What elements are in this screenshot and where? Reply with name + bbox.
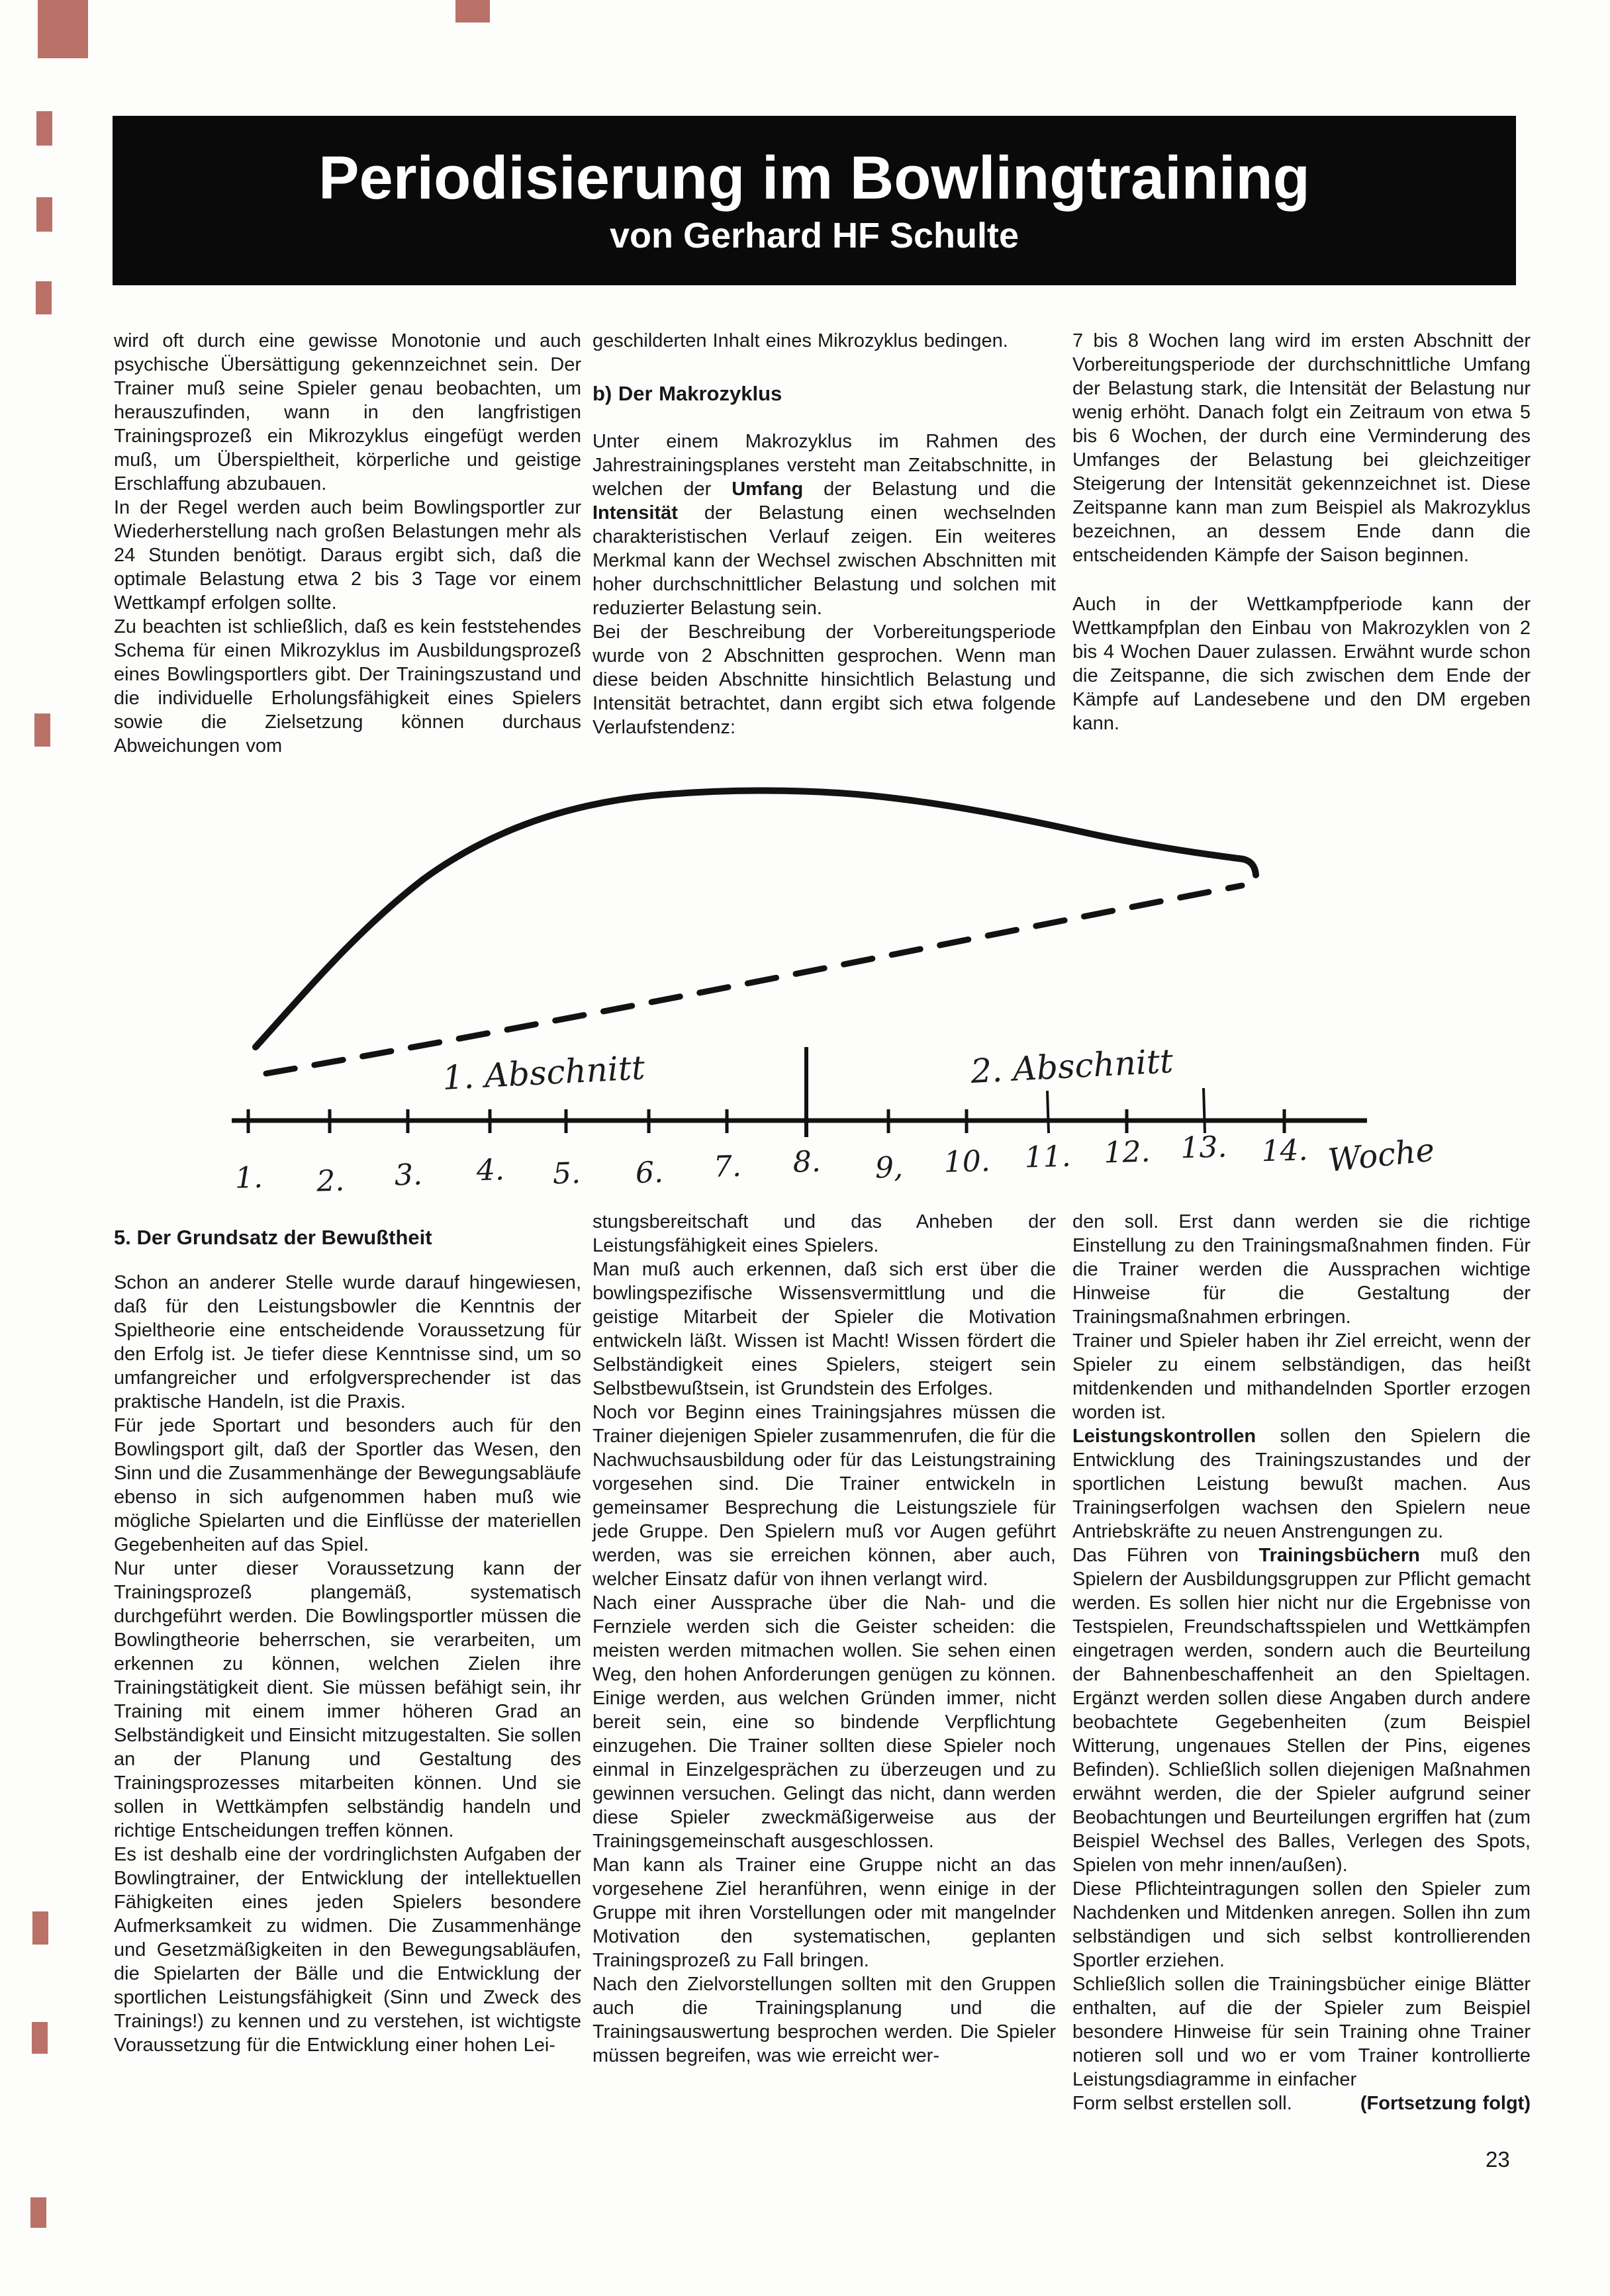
top-column-2: [592, 329, 1056, 739]
paragraph: Für jede Sportart und besonders auch für den Bowlingsport gilt, daß der Sportler das Wesen, den Sinn und die Zusammenhänge der Bewegungsabläufe ebenso in sich aufgenommen haben muß wie mögliche Spielarten und die Einflüsse der materiellen Gegebenheiten auf das Spiel.: [114, 1415, 581, 1555]
paragraph: Das Führen von Trainingsbüchern muß den Spielern der Ausbildungsgruppen zur Pflicht gemacht werden. Es sollen hier nicht nur die Ergebnisse von Testspielen, Freundschaftsspielen und Wettkämpfen eingetragen werden, sondern auch die Beurteilung der Bahnenbeschaffenheit an den Spieltagen. Ergänzt werden sollen diese Angaben durch andere beobachtete Gegebenheiten (zum Beispiel Witterung, ungenaues Stellen der Pins, eigenes Befinden). Schließlich sollen diejenigen Maßnahmen erwähnt werden, die der Spieler aufgrund seiner Beobachtungen und Beurteilungen ergriffen hat (zum Beispiel Wechsel des Balles, Verlegen des Spots, Spielen von mehr innen/außen).: [1072, 1545, 1531, 1876]
axis-tick-label: 8.: [792, 1144, 822, 1179]
axis-tick-label: 3.: [394, 1158, 423, 1193]
paragraph: Zu beachten ist schließlich, daß es kein feststehendes Schema für einen Mikrozyklus im Ausbildungsprozeß eines Bowlingsportlers gibt. Der Trainingszustand und die individuelle Erholungsfähigkeit eines Spielers sowie die Zielsetzung können durchaus Abweichungen vom: [114, 616, 581, 757]
paragraph: Nur unter dieser Voraussetzung kann der Trainingsprozeß plangemäß, systematisch durchgeführt werden. Die Bowlingsportler müssen die Bowlingtheorie beherrschen, sie verarbeiten, um erkennen zu können, welchen Zielen ihre Trainingstätigkeit dient. Sie müssen befähigt sein, ihr Training mit einem immer höheren Grad an Selbständigkeit und Einsicht mitzugestalten. Sie sollen an der Planung und Gestaltung des Trainingsprozesses mitarbeiten können. Und sie sollen in Wettkämpfen selbständig handeln und richtige Entscheidungen treffen können.: [114, 1558, 581, 1841]
page-number: 23: [1486, 2147, 1510, 2172]
paragraph: Schon an anderer Stelle wurde darauf hingewiesen, daß für den Leistungsbowler die Kenntnis der Spieltheorie eine entscheidende Voraussetzung für den Erfolg ist. Je tiefer diese Kenntnisse sind, um so umfangreicher und erfolgversprechender ist das praktische Handeln, ist die Praxis.: [114, 1272, 581, 1412]
scan-mark: [455, 0, 490, 23]
solid-curve: [256, 791, 1256, 1048]
title-banner: [113, 116, 1516, 285]
scan-mark: [38, 0, 88, 58]
axis-tick-label: 11.: [1023, 1139, 1072, 1175]
training-load-chart: [99, 748, 1523, 1211]
paragraph: Diese Pflichteintragungen sollen den Spieler zum Nachdenken und Mitdenken anregen. Sollen ihn zum selbständigen und sich selbst kontrollierenden Sportler erziehen.: [1072, 1878, 1531, 1971]
paragraph: Noch vor Beginn eines Trainingsjahres müssen die Trainer diejenigen Spieler zusammenrufen, die für die Nachwuchsausbildung oder für das Leistungstraining vorgesehen sind. Die Trainer entwickeln in gemeinsamer Besprechung die Leistungsziele für jede Gruppe. Den Spielern muß vor Augen geführt werden, was sie erreichen können, aber auch, welcher Einsatz dafür von ihnen verlangt wird.: [592, 1402, 1056, 1590]
axis-tick-label: 6.: [635, 1155, 664, 1190]
scan-mark: [36, 197, 52, 232]
paragraph: den soll. Erst dann werden sie die richtige Einstellung zu den Trainingsmaßnahmen finden. Für die Trainer werden die Aussprachen wichtige Hinweise für die Gestaltung der Trainingsmaßnahmen erbringen.: [1072, 1211, 1531, 1328]
paragraph: Trainer und Spieler haben ihr Ziel erreicht, wenn der Spieler zu einem selbständigen, das heißt mitdenkenden und mithandelnden Sportler erzogen worden ist.: [1072, 1330, 1531, 1423]
axis-tick: [1204, 1088, 1205, 1133]
paragraph: Unter einem Makrozyklus im Rahmen des Jahrestrainingsplanes versteht man Zeitabschnitte, in welchen der Umfang der Belastung und die Intensität der Belastung einen wechselnden charakteristischen Verlauf zeigen. Ein weiteres Merkmal kann der Wechsel zwischen Abschnitten mit hoher durchschnittlicher Belastung und solchen mit reduzierter Belastung sein.: [592, 431, 1056, 619]
axis-tick-label: 9,: [875, 1150, 904, 1185]
axis-tick-label: 5.: [552, 1156, 581, 1191]
paragraph: Es ist deshalb eine der vordringlichsten Aufgaben der Bowlingtrainer, der Entwicklung der intellektuellen Fähigkeiten eines jeden Spielers besondere Aufmerksamkeit zu widmen. Die Zusammenhänge und Gesetzmäßigkeiten in den Bewegungsabläufen, die Spielarten der Bälle und die Entwicklung der sportlichen Leistungsfähigkeit (Sinn und Zweck des Trainings!) zu kennen und zu verstehen, ist wichtigste Voraussetzung für die Entwicklung einer hohen Lei-: [114, 1844, 581, 2056]
axis-tick-label: 4.: [476, 1153, 505, 1188]
annotation-abschnitt-1: 1. Abschnitt: [441, 1048, 646, 1097]
top-column-1: [114, 329, 581, 758]
axis-tick-label: 2.: [316, 1164, 345, 1199]
subsection-heading: b) Der Makrozyklus: [592, 382, 782, 405]
scan-mark: [34, 713, 50, 747]
x-axis-label: Woche: [1326, 1131, 1437, 1179]
axis-tick-label: 1.: [234, 1160, 263, 1195]
paragraph: In der Regel werden auch beim Bowlingsportler zur Wiederherstellung nach großen Belastungen mehr als 24 Stunden benötigt. Daraus ergibt sich, daß die optimale Belastung etwa 2 bis 3 Tage vor einem Wettkampf erfolgen sollte.: [114, 497, 581, 614]
bottom-column-1: [114, 1271, 581, 2057]
paragraph: Auch in der Wettkampfperiode kann der Wettkampfplan den Einbau von Makrozyklen von 2 bis 4 Wochen Dauer zulassen. Erwähnt wurde schon die Zeitspanne, die sich zwischen dem Ende der Kämpfe auf Landesebene und den DM ergeben kann.: [1072, 594, 1531, 734]
axis-tick-label: 12.: [1103, 1134, 1151, 1170]
closing-line: [1072, 2091, 1531, 2115]
axis-tick-label: 13.: [1180, 1130, 1227, 1166]
bottom-column-3: [1072, 1210, 1531, 2115]
paragraph: Man kann als Trainer eine Gruppe nicht an das vorgesehene Ziel heranführen, wenn einige in der Gruppe mit ihren Vorstellungen oder mit mangelnder Motivation den systematischen, geplanten Trainingsprozeß zu Fall bringen.: [592, 1855, 1056, 1971]
paragraph: Nach einer Aussprache über die Nah- und die Fernziele werden sich die Geister scheiden: die meisten werden mitmachen wollen. Sie sehen einen Weg, den hohen Anforderungen genügen zu können. Einige werden, aus welchen Gründen immer, nicht bereit sein, eine so bindende Verpflichtung einzugehen. Die Trainer sollten diese Spieler noch einmal in Einzelgesprächen zu überzeugen und zu gewinnen versuchen. Gelingt das nicht, dann werden diese Spieler zweckmäßigerweise aus der Trainingsgemeinschaft ausgeschlossen.: [592, 1592, 1056, 1852]
scan-mark: [36, 111, 52, 146]
axis-tick-label: 14.: [1260, 1133, 1309, 1169]
paragraph: Man muß auch erkennen, daß sich erst über die bowlingspezifische Wissensvermittlung und die geistige Mitarbeit der Spieler die Motivation entwickeln läßt. Wissen ist Macht! Wissen fördert die Selbständigkeit eines Spielers, steigert sein Selbstbewußtsein, ist Grundstein des Erfolges.: [592, 1259, 1056, 1399]
article-title: Periodisierung im Bowlingtraining: [318, 144, 1310, 212]
closing-text: Form selbst erstellen soll.: [1072, 2093, 1292, 2114]
axis-tick-label: 10.: [943, 1144, 991, 1179]
paragraph: Bei der Beschreibung der Vorbereitungsperiode wurde von 2 Abschnitten gesprochen. Wenn man diese beiden Abschnitte hinsichtlich Belastung und Intensität betrachtet, dann ergibt sich etwa folgende Verlaufstendenz:: [592, 621, 1056, 738]
scan-mark: [36, 281, 52, 314]
article-author: von Gerhard HF Schulte: [609, 216, 1019, 255]
paragraph: stungsbereitschaft und das Anheben der Leistungsfähigkeit eines Spielers.: [592, 1211, 1056, 1256]
paragraph: Schließlich sollen die Trainingsbücher einige Blätter enthalten, auf die der Spieler zum Beispiel besondere Hinweise für sein Training ohne Trainer notieren soll und wo er vom Trainer kontrollierte Leistungsdiagramme in einfacher: [1072, 1974, 1531, 2090]
continuation-note: (Fortsetzung folgt): [1360, 2093, 1531, 2114]
bottom-column-2: [592, 1210, 1056, 2068]
paragraph: 7 bis 8 Wochen lang wird im ersten Abschnitt der Vorbereitungsperiode der durchschnittliche Umfang der Belastung stark, die Intensität der Belastung nur wenig erhöht. Danach folgt ein Zeitraum von etwa 5 bis 6 Wochen, der durch eine Verminderung des Umfanges der Belastung bei gleichzeitiger Steigerung der Intensität gekennzeichnet ist. Diese Zeitspanne kann man zum Beispiel als Makrozyklus bezeichnen, an dessem Ende dann die entscheidenden Kämpfe der Saison beginnen.: [1072, 330, 1531, 566]
axis-tick: [1047, 1091, 1049, 1133]
paragraph: geschilderten Inhalt eines Mikrozyklus bedingen.: [592, 330, 1008, 351]
scan-mark: [30, 2197, 46, 2228]
paragraph: Nach den Zielvorstellungen sollten mit den Gruppen auch die Trainingsplanung und die Trainingsauswertung besprochen werden. Die Spieler müssen begreifen, was wie erreicht wer-: [592, 1974, 1056, 2066]
scan-mark: [32, 2022, 48, 2054]
paragraph: Leistungskontrollen sollen den Spielern die Entwicklung des Trainingszustandes und der sportlichen Leistung bewußt machen. Aus Trainingserfolgen wachsen den Spielern neue Antriebskräfte zu neuen Anstrengungen zu.: [1072, 1426, 1531, 1542]
scan-mark: [32, 1911, 48, 1945]
section-heading: 5. Der Grundsatz der Bewußtheit: [114, 1225, 432, 1249]
axis-tick-label: 7.: [713, 1149, 742, 1184]
top-column-3: [1072, 329, 1531, 735]
paragraph: wird oft durch eine gewisse Monotonie und auch psychische Übersättigung gekennzeichnet sein. Der Trainer muß seine Spieler genau beobachten, um herauszufinden, wann in den langfristigen Trainingsprozeß ein Mikrozyklus eingefügt werden muß, um Überspieltheit, körperliche und geistige Erschlaffung abzubauen.: [114, 330, 581, 494]
annotation-abschnitt-2: 2. Abschnitt: [969, 1042, 1174, 1091]
